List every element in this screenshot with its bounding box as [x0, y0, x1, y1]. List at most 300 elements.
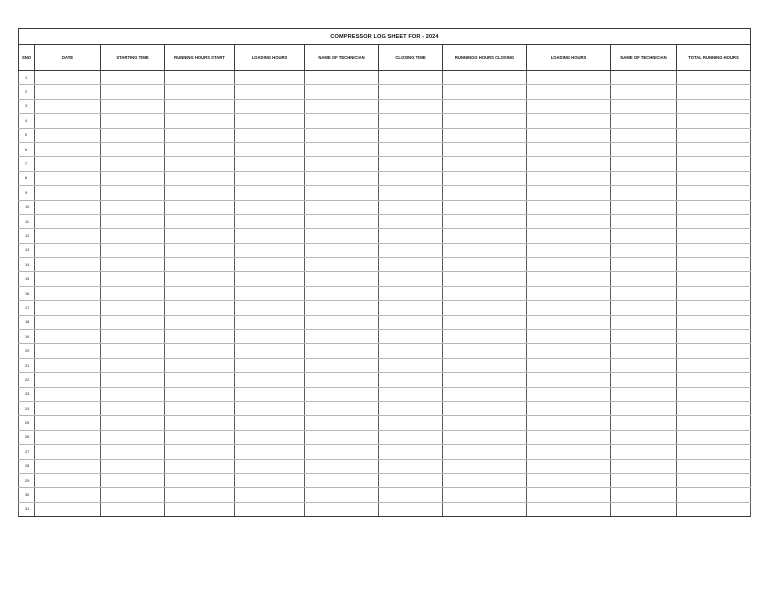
- entry-cell[interactable]: [235, 502, 305, 516]
- entry-cell[interactable]: [235, 416, 305, 430]
- entry-cell[interactable]: [379, 229, 443, 243]
- entry-cell[interactable]: [379, 258, 443, 272]
- entry-cell[interactable]: [165, 315, 235, 329]
- entry-cell[interactable]: [527, 488, 611, 502]
- entry-cell[interactable]: [35, 445, 101, 459]
- entry-cell[interactable]: [35, 301, 101, 315]
- entry-cell[interactable]: [35, 286, 101, 300]
- entry-cell[interactable]: [235, 85, 305, 99]
- entry-cell[interactable]: [235, 401, 305, 415]
- entry-cell[interactable]: [527, 387, 611, 401]
- entry-cell[interactable]: [611, 286, 677, 300]
- entry-cell[interactable]: [35, 99, 101, 113]
- entry-cell[interactable]: [235, 186, 305, 200]
- entry-cell[interactable]: [379, 200, 443, 214]
- entry-cell[interactable]: [379, 430, 443, 444]
- entry-cell[interactable]: [235, 243, 305, 257]
- entry-cell[interactable]: [443, 157, 527, 171]
- entry-cell[interactable]: [35, 243, 101, 257]
- entry-cell[interactable]: [443, 416, 527, 430]
- entry-cell[interactable]: [35, 157, 101, 171]
- entry-cell[interactable]: [611, 315, 677, 329]
- entry-cell[interactable]: [677, 301, 751, 315]
- entry-cell[interactable]: [527, 128, 611, 142]
- entry-cell[interactable]: [677, 459, 751, 473]
- entry-cell[interactable]: [527, 401, 611, 415]
- entry-cell[interactable]: [443, 401, 527, 415]
- entry-cell[interactable]: [379, 301, 443, 315]
- entry-cell[interactable]: [527, 459, 611, 473]
- entry-cell[interactable]: [165, 330, 235, 344]
- entry-cell[interactable]: [379, 459, 443, 473]
- entry-cell[interactable]: [677, 387, 751, 401]
- entry-cell[interactable]: [101, 85, 165, 99]
- entry-cell[interactable]: [35, 315, 101, 329]
- entry-cell[interactable]: [305, 214, 379, 228]
- entry-cell[interactable]: [611, 330, 677, 344]
- entry-cell[interactable]: [235, 171, 305, 185]
- entry-cell[interactable]: [527, 344, 611, 358]
- entry-cell[interactable]: [677, 186, 751, 200]
- entry-cell[interactable]: [305, 416, 379, 430]
- entry-cell[interactable]: [101, 387, 165, 401]
- entry-cell[interactable]: [443, 387, 527, 401]
- entry-cell[interactable]: [305, 200, 379, 214]
- entry-cell[interactable]: [379, 85, 443, 99]
- entry-cell[interactable]: [35, 358, 101, 372]
- entry-cell[interactable]: [379, 502, 443, 516]
- entry-cell[interactable]: [677, 128, 751, 142]
- entry-cell[interactable]: [611, 258, 677, 272]
- entry-cell[interactable]: [35, 186, 101, 200]
- entry-cell[interactable]: [527, 445, 611, 459]
- entry-cell[interactable]: [527, 186, 611, 200]
- entry-cell[interactable]: [35, 373, 101, 387]
- entry-cell[interactable]: [305, 488, 379, 502]
- entry-cell[interactable]: [165, 488, 235, 502]
- entry-cell[interactable]: [527, 286, 611, 300]
- entry-cell[interactable]: [443, 272, 527, 286]
- entry-cell[interactable]: [527, 71, 611, 85]
- entry-cell[interactable]: [101, 200, 165, 214]
- entry-cell[interactable]: [235, 157, 305, 171]
- entry-cell[interactable]: [101, 416, 165, 430]
- entry-cell[interactable]: [677, 272, 751, 286]
- entry-cell[interactable]: [35, 330, 101, 344]
- entry-cell[interactable]: [305, 358, 379, 372]
- entry-cell[interactable]: [35, 401, 101, 415]
- entry-cell[interactable]: [235, 387, 305, 401]
- entry-cell[interactable]: [305, 401, 379, 415]
- entry-cell[interactable]: [677, 243, 751, 257]
- entry-cell[interactable]: [101, 430, 165, 444]
- entry-cell[interactable]: [677, 142, 751, 156]
- entry-cell[interactable]: [527, 171, 611, 185]
- entry-cell[interactable]: [305, 186, 379, 200]
- entry-cell[interactable]: [443, 258, 527, 272]
- entry-cell[interactable]: [443, 186, 527, 200]
- entry-cell[interactable]: [101, 114, 165, 128]
- entry-cell[interactable]: [677, 445, 751, 459]
- entry-cell[interactable]: [305, 473, 379, 487]
- entry-cell[interactable]: [35, 85, 101, 99]
- entry-cell[interactable]: [443, 243, 527, 257]
- entry-cell[interactable]: [611, 473, 677, 487]
- entry-cell[interactable]: [235, 142, 305, 156]
- entry-cell[interactable]: [677, 229, 751, 243]
- entry-cell[interactable]: [527, 473, 611, 487]
- entry-cell[interactable]: [379, 71, 443, 85]
- entry-cell[interactable]: [527, 157, 611, 171]
- entry-cell[interactable]: [677, 373, 751, 387]
- entry-cell[interactable]: [379, 315, 443, 329]
- entry-cell[interactable]: [379, 473, 443, 487]
- entry-cell[interactable]: [101, 99, 165, 113]
- entry-cell[interactable]: [677, 99, 751, 113]
- entry-cell[interactable]: [165, 272, 235, 286]
- entry-cell[interactable]: [101, 401, 165, 415]
- entry-cell[interactable]: [305, 459, 379, 473]
- entry-cell[interactable]: [305, 71, 379, 85]
- entry-cell[interactable]: [35, 128, 101, 142]
- entry-cell[interactable]: [611, 344, 677, 358]
- entry-cell[interactable]: [527, 416, 611, 430]
- entry-cell[interactable]: [101, 445, 165, 459]
- entry-cell[interactable]: [443, 488, 527, 502]
- entry-cell[interactable]: [35, 171, 101, 185]
- entry-cell[interactable]: [235, 229, 305, 243]
- entry-cell[interactable]: [443, 214, 527, 228]
- entry-cell[interactable]: [235, 99, 305, 113]
- entry-cell[interactable]: [527, 200, 611, 214]
- entry-cell[interactable]: [235, 344, 305, 358]
- entry-cell[interactable]: [611, 358, 677, 372]
- entry-cell[interactable]: [305, 142, 379, 156]
- entry-cell[interactable]: [165, 229, 235, 243]
- entry-cell[interactable]: [101, 214, 165, 228]
- entry-cell[interactable]: [101, 157, 165, 171]
- entry-cell[interactable]: [35, 229, 101, 243]
- entry-cell[interactable]: [305, 99, 379, 113]
- entry-cell[interactable]: [677, 200, 751, 214]
- entry-cell[interactable]: [443, 99, 527, 113]
- entry-cell[interactable]: [611, 243, 677, 257]
- entry-cell[interactable]: [235, 430, 305, 444]
- entry-cell[interactable]: [527, 272, 611, 286]
- entry-cell[interactable]: [35, 459, 101, 473]
- entry-cell[interactable]: [379, 142, 443, 156]
- entry-cell[interactable]: [379, 99, 443, 113]
- entry-cell[interactable]: [305, 315, 379, 329]
- entry-cell[interactable]: [443, 171, 527, 185]
- entry-cell[interactable]: [305, 373, 379, 387]
- entry-cell[interactable]: [165, 258, 235, 272]
- entry-cell[interactable]: [379, 330, 443, 344]
- entry-cell[interactable]: [305, 171, 379, 185]
- entry-cell[interactable]: [165, 128, 235, 142]
- entry-cell[interactable]: [101, 473, 165, 487]
- entry-cell[interactable]: [101, 488, 165, 502]
- entry-cell[interactable]: [677, 473, 751, 487]
- entry-cell[interactable]: [677, 114, 751, 128]
- entry-cell[interactable]: [527, 373, 611, 387]
- entry-cell[interactable]: [443, 473, 527, 487]
- entry-cell[interactable]: [611, 229, 677, 243]
- entry-cell[interactable]: [379, 171, 443, 185]
- entry-cell[interactable]: [677, 85, 751, 99]
- entry-cell[interactable]: [677, 401, 751, 415]
- entry-cell[interactable]: [165, 114, 235, 128]
- entry-cell[interactable]: [611, 157, 677, 171]
- entry-cell[interactable]: [677, 430, 751, 444]
- entry-cell[interactable]: [235, 286, 305, 300]
- entry-cell[interactable]: [235, 459, 305, 473]
- entry-cell[interactable]: [165, 286, 235, 300]
- entry-cell[interactable]: [165, 214, 235, 228]
- entry-cell[interactable]: [527, 99, 611, 113]
- entry-cell[interactable]: [443, 301, 527, 315]
- entry-cell[interactable]: [305, 128, 379, 142]
- entry-cell[interactable]: [101, 142, 165, 156]
- entry-cell[interactable]: [443, 286, 527, 300]
- entry-cell[interactable]: [379, 401, 443, 415]
- entry-cell[interactable]: [35, 387, 101, 401]
- entry-cell[interactable]: [379, 387, 443, 401]
- entry-cell[interactable]: [235, 473, 305, 487]
- entry-cell[interactable]: [677, 171, 751, 185]
- entry-cell[interactable]: [611, 301, 677, 315]
- entry-cell[interactable]: [379, 114, 443, 128]
- entry-cell[interactable]: [235, 114, 305, 128]
- entry-cell[interactable]: [527, 85, 611, 99]
- entry-cell[interactable]: [443, 502, 527, 516]
- entry-cell[interactable]: [379, 373, 443, 387]
- entry-cell[interactable]: [165, 301, 235, 315]
- entry-cell[interactable]: [101, 272, 165, 286]
- entry-cell[interactable]: [443, 330, 527, 344]
- entry-cell[interactable]: [611, 502, 677, 516]
- entry-cell[interactable]: [611, 401, 677, 415]
- entry-cell[interactable]: [101, 243, 165, 257]
- entry-cell[interactable]: [677, 488, 751, 502]
- entry-cell[interactable]: [611, 114, 677, 128]
- entry-cell[interactable]: [35, 344, 101, 358]
- entry-cell[interactable]: [101, 229, 165, 243]
- entry-cell[interactable]: [165, 430, 235, 444]
- entry-cell[interactable]: [35, 502, 101, 516]
- entry-cell[interactable]: [305, 229, 379, 243]
- entry-cell[interactable]: [527, 142, 611, 156]
- entry-cell[interactable]: [443, 358, 527, 372]
- entry-cell[interactable]: [527, 243, 611, 257]
- entry-cell[interactable]: [527, 358, 611, 372]
- entry-cell[interactable]: [235, 272, 305, 286]
- entry-cell[interactable]: [443, 445, 527, 459]
- entry-cell[interactable]: [677, 157, 751, 171]
- entry-cell[interactable]: [379, 128, 443, 142]
- entry-cell[interactable]: [611, 85, 677, 99]
- entry-cell[interactable]: [379, 214, 443, 228]
- entry-cell[interactable]: [235, 488, 305, 502]
- entry-cell[interactable]: [35, 473, 101, 487]
- entry-cell[interactable]: [305, 301, 379, 315]
- entry-cell[interactable]: [379, 186, 443, 200]
- entry-cell[interactable]: [305, 286, 379, 300]
- entry-cell[interactable]: [305, 445, 379, 459]
- entry-cell[interactable]: [677, 502, 751, 516]
- entry-cell[interactable]: [165, 502, 235, 516]
- entry-cell[interactable]: [165, 243, 235, 257]
- entry-cell[interactable]: [305, 114, 379, 128]
- entry-cell[interactable]: [611, 200, 677, 214]
- entry-cell[interactable]: [165, 445, 235, 459]
- entry-cell[interactable]: [165, 387, 235, 401]
- entry-cell[interactable]: [101, 330, 165, 344]
- entry-cell[interactable]: [101, 358, 165, 372]
- entry-cell[interactable]: [677, 258, 751, 272]
- entry-cell[interactable]: [379, 416, 443, 430]
- entry-cell[interactable]: [165, 85, 235, 99]
- entry-cell[interactable]: [527, 430, 611, 444]
- entry-cell[interactable]: [443, 315, 527, 329]
- entry-cell[interactable]: [35, 214, 101, 228]
- entry-cell[interactable]: [165, 401, 235, 415]
- entry-cell[interactable]: [35, 71, 101, 85]
- entry-cell[interactable]: [35, 142, 101, 156]
- entry-cell[interactable]: [235, 258, 305, 272]
- entry-cell[interactable]: [35, 200, 101, 214]
- entry-cell[interactable]: [379, 272, 443, 286]
- entry-cell[interactable]: [35, 488, 101, 502]
- entry-cell[interactable]: [35, 430, 101, 444]
- entry-cell[interactable]: [443, 200, 527, 214]
- entry-cell[interactable]: [305, 272, 379, 286]
- entry-cell[interactable]: [611, 99, 677, 113]
- entry-cell[interactable]: [677, 315, 751, 329]
- entry-cell[interactable]: [443, 229, 527, 243]
- entry-cell[interactable]: [165, 171, 235, 185]
- entry-cell[interactable]: [35, 272, 101, 286]
- entry-cell[interactable]: [527, 114, 611, 128]
- entry-cell[interactable]: [101, 459, 165, 473]
- entry-cell[interactable]: [305, 344, 379, 358]
- entry-cell[interactable]: [443, 142, 527, 156]
- entry-cell[interactable]: [611, 71, 677, 85]
- entry-cell[interactable]: [611, 214, 677, 228]
- entry-cell[interactable]: [305, 387, 379, 401]
- entry-cell[interactable]: [35, 416, 101, 430]
- entry-cell[interactable]: [443, 128, 527, 142]
- entry-cell[interactable]: [165, 200, 235, 214]
- entry-cell[interactable]: [35, 114, 101, 128]
- entry-cell[interactable]: [165, 142, 235, 156]
- entry-cell[interactable]: [305, 430, 379, 444]
- entry-cell[interactable]: [443, 114, 527, 128]
- entry-cell[interactable]: [611, 430, 677, 444]
- entry-cell[interactable]: [443, 344, 527, 358]
- entry-cell[interactable]: [101, 171, 165, 185]
- entry-cell[interactable]: [611, 142, 677, 156]
- entry-cell[interactable]: [379, 243, 443, 257]
- entry-cell[interactable]: [379, 445, 443, 459]
- entry-cell[interactable]: [235, 214, 305, 228]
- entry-cell[interactable]: [101, 128, 165, 142]
- entry-cell[interactable]: [611, 272, 677, 286]
- entry-cell[interactable]: [165, 459, 235, 473]
- entry-cell[interactable]: [305, 85, 379, 99]
- entry-cell[interactable]: [235, 315, 305, 329]
- entry-cell[interactable]: [235, 200, 305, 214]
- entry-cell[interactable]: [305, 243, 379, 257]
- entry-cell[interactable]: [165, 71, 235, 85]
- entry-cell[interactable]: [677, 286, 751, 300]
- entry-cell[interactable]: [165, 99, 235, 113]
- entry-cell[interactable]: [527, 502, 611, 516]
- entry-cell[interactable]: [677, 214, 751, 228]
- entry-cell[interactable]: [101, 502, 165, 516]
- entry-cell[interactable]: [611, 445, 677, 459]
- entry-cell[interactable]: [443, 85, 527, 99]
- entry-cell[interactable]: [235, 373, 305, 387]
- entry-cell[interactable]: [101, 373, 165, 387]
- entry-cell[interactable]: [101, 344, 165, 358]
- entry-cell[interactable]: [101, 301, 165, 315]
- entry-cell[interactable]: [443, 373, 527, 387]
- entry-cell[interactable]: [527, 330, 611, 344]
- entry-cell[interactable]: [305, 502, 379, 516]
- entry-cell[interactable]: [165, 358, 235, 372]
- entry-cell[interactable]: [165, 473, 235, 487]
- entry-cell[interactable]: [611, 416, 677, 430]
- entry-cell[interactable]: [677, 344, 751, 358]
- entry-cell[interactable]: [527, 258, 611, 272]
- entry-cell[interactable]: [305, 157, 379, 171]
- entry-cell[interactable]: [677, 330, 751, 344]
- entry-cell[interactable]: [235, 330, 305, 344]
- entry-cell[interactable]: [611, 171, 677, 185]
- entry-cell[interactable]: [379, 286, 443, 300]
- entry-cell[interactable]: [235, 445, 305, 459]
- entry-cell[interactable]: [379, 344, 443, 358]
- entry-cell[interactable]: [527, 301, 611, 315]
- entry-cell[interactable]: [443, 430, 527, 444]
- entry-cell[interactable]: [101, 71, 165, 85]
- entry-cell[interactable]: [165, 186, 235, 200]
- entry-cell[interactable]: [35, 258, 101, 272]
- entry-cell[interactable]: [165, 373, 235, 387]
- entry-cell[interactable]: [527, 229, 611, 243]
- entry-cell[interactable]: [611, 186, 677, 200]
- entry-cell[interactable]: [305, 258, 379, 272]
- entry-cell[interactable]: [101, 186, 165, 200]
- entry-cell[interactable]: [527, 214, 611, 228]
- entry-cell[interactable]: [101, 258, 165, 272]
- entry-cell[interactable]: [379, 488, 443, 502]
- entry-cell[interactable]: [677, 71, 751, 85]
- entry-cell[interactable]: [611, 128, 677, 142]
- entry-cell[interactable]: [379, 358, 443, 372]
- entry-cell[interactable]: [379, 157, 443, 171]
- entry-cell[interactable]: [677, 416, 751, 430]
- entry-cell[interactable]: [101, 315, 165, 329]
- entry-cell[interactable]: [527, 315, 611, 329]
- entry-cell[interactable]: [611, 373, 677, 387]
- entry-cell[interactable]: [235, 128, 305, 142]
- entry-cell[interactable]: [165, 157, 235, 171]
- entry-cell[interactable]: [165, 416, 235, 430]
- entry-cell[interactable]: [101, 286, 165, 300]
- entry-cell[interactable]: [305, 330, 379, 344]
